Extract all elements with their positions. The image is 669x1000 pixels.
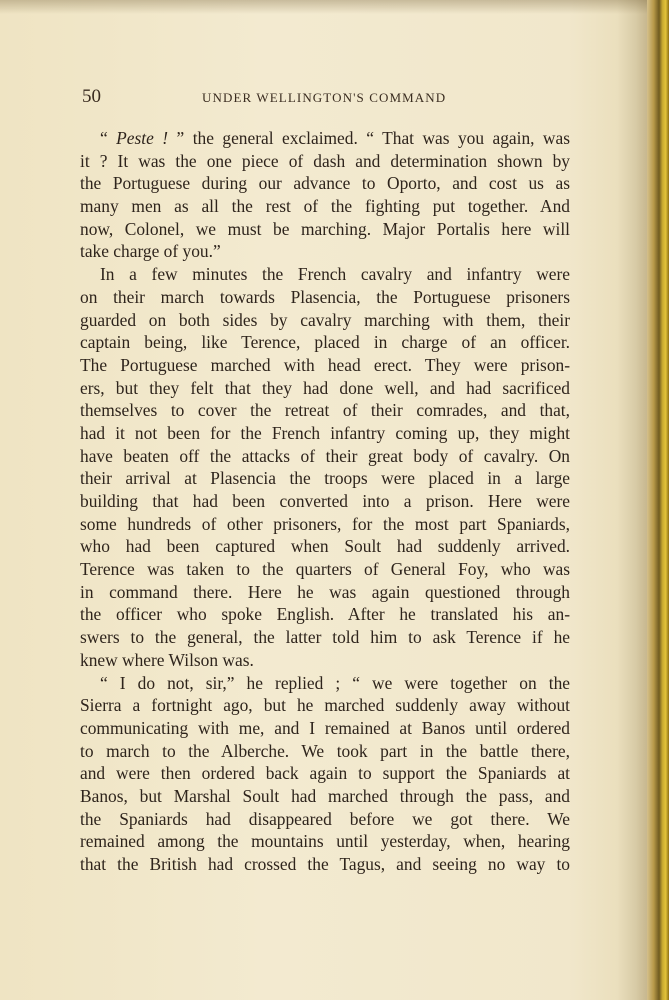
running-head: UNDER WELLINGTON'S COMMAND [202,90,447,105]
text-line: Terence was taken to the quarters of General Foy, who was [80,559,570,580]
book-binding-edge [647,0,669,1000]
paragraph [80,263,570,671]
text-line: some hundreds of other prisoners, for the most part Spaniards, [80,513,570,534]
text-line: their arrival at Plasencia the troops were placed in a large [80,468,570,489]
text-line: the Portuguese during our advance to Oporto, and cost us as [80,173,570,194]
text-line: had it not been for the French infantry coming up, they might [80,422,570,443]
text-line: Banos, but Marshal Soult had marched through the pass, and [80,785,570,806]
page-header [82,86,576,114]
text-line: knew where Wilson was. [80,649,254,670]
text-line: communicating with me, and I remained at Banos until ordered [80,717,570,738]
text-line: have beaten off the attacks of their great body of cavalry. On [80,445,570,466]
paragraph [80,672,570,876]
text-line: who had been captured when Soult had suddenly arrived. [80,536,570,557]
text-line: to march to the Alberche. We took part in the battle there, [80,740,570,761]
text-line: Sierra a fortnight ago, but he marched suddenly away without [80,695,570,716]
text-line: it ? It was the one piece of dash and determination shown by [80,150,570,171]
body-text [80,127,570,876]
text-line: the Spaniards had disappeared before we got there. We [80,808,570,829]
text-line: ers, but they felt that they had done well, and had sacrificed [80,377,570,398]
page-number: 50 [82,86,101,107]
paragraph [80,127,570,263]
text-line: The Portuguese marched with head erect. They were prison- [80,354,570,375]
text-line: the officer who spoke English. After he translated his an- [80,604,570,625]
text-line: In a few minutes the French cavalry and infantry were [100,264,570,285]
text-line: captain being, like Terence, placed in charge of an officer. [80,332,570,353]
text-line: take charge of you.” [80,241,221,262]
text-line: in command there. Here he was again questioned through [80,581,570,602]
text-line: swers to the general, the latter told him to ask Terence if he [80,627,570,648]
page-gutter-shadow [617,0,647,1000]
text-line: themselves to cover the retreat of their comrades, and that, [80,400,570,421]
text-line: many men as all the rest of the fighting put together. And [80,196,570,217]
text-line: and were then ordered back again to support the Spaniards at [80,763,570,784]
text-line: “ Peste ! ” the general exclaimed. “ That was you again, was [100,128,570,148]
text-line: that the British had crossed the Tagus, and seeing no way to [80,854,570,874]
text-line: guarded on both sides by cavalry marching with them, their [80,309,570,330]
text-line: now, Colonel, we must be marching. Major Portalis here will [80,218,570,239]
text-line: “ I do not, sir,” he replied ; “ we were together on the [100,672,570,693]
text-line: on their march towards Plasencia, the Portuguese prisoners [80,286,570,307]
text-line: remained among the mountains until yesterday, when, hearing [80,831,570,852]
text-line: building that had been converted into a prison. Here were [80,491,570,511]
italic-word: Peste ! [116,128,169,148]
